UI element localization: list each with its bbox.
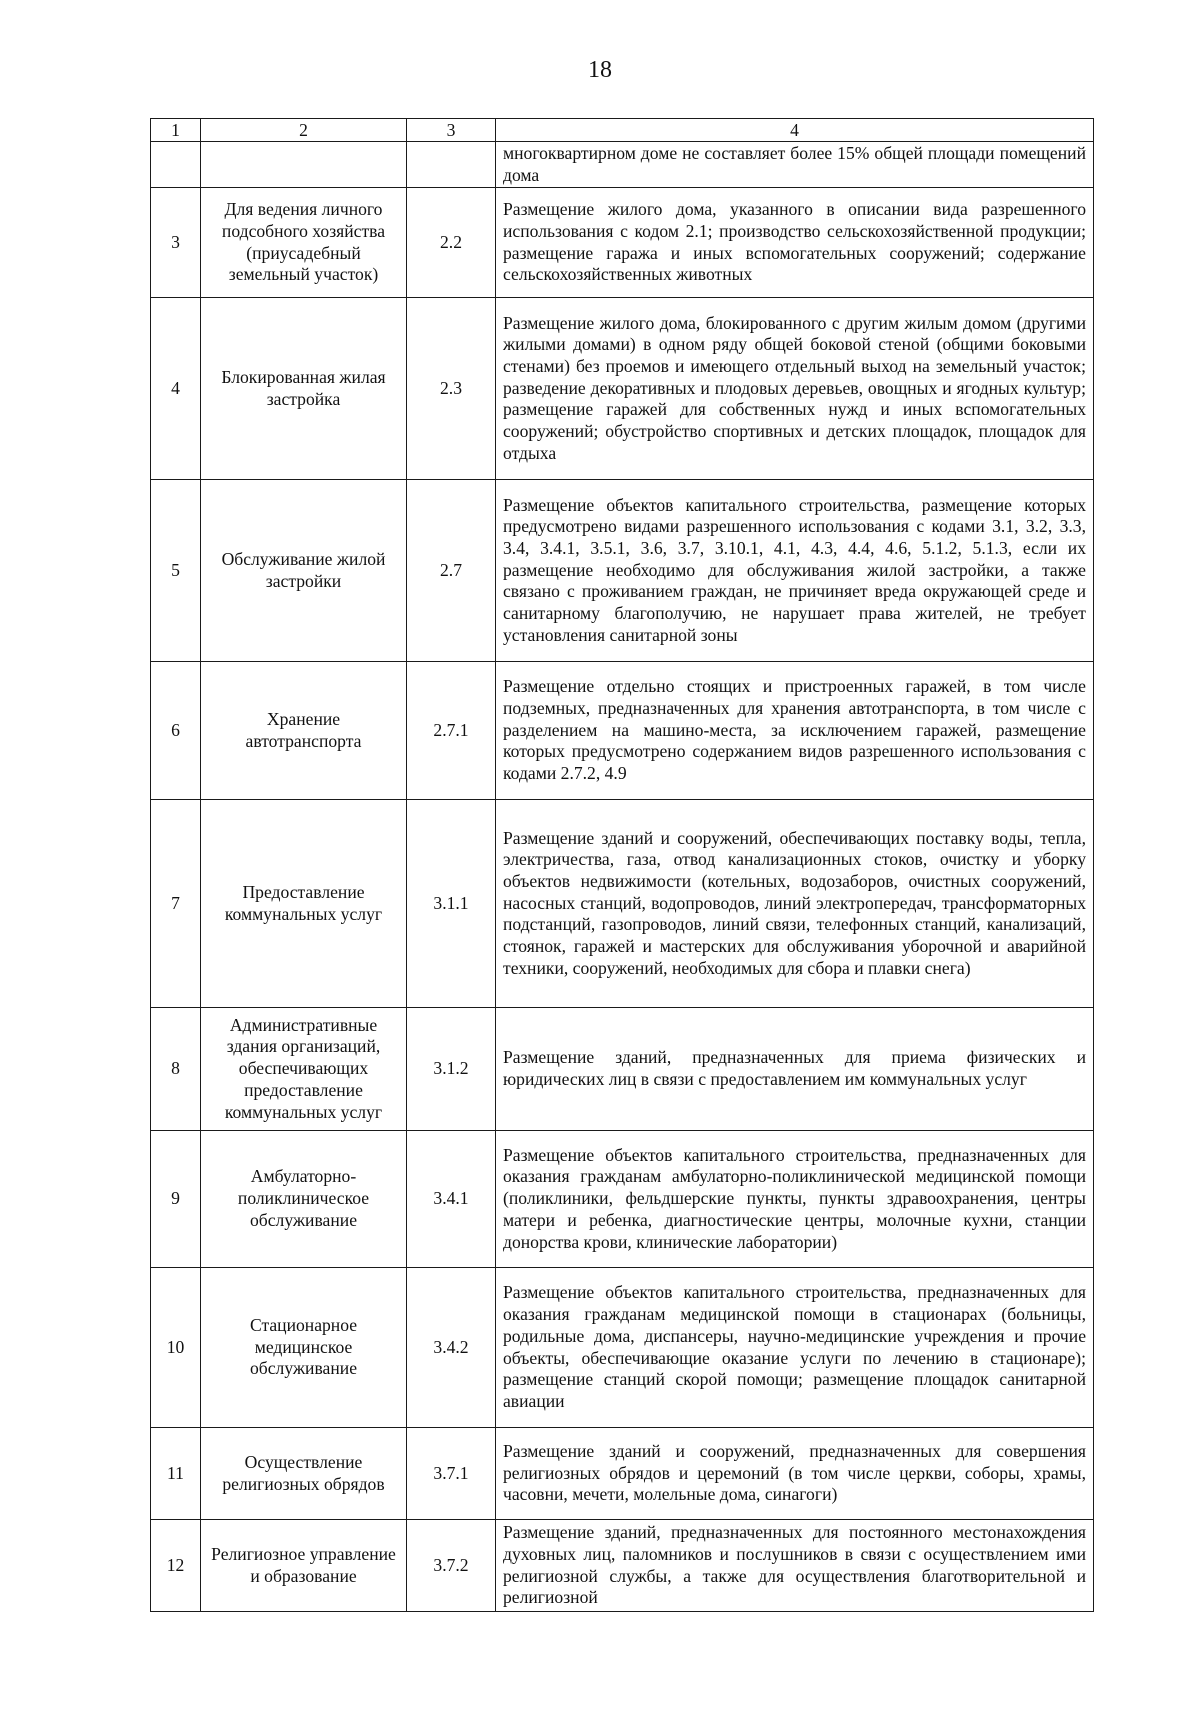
use-type-code: 2.7 bbox=[407, 480, 496, 662]
use-type-name: Обслуживание жилой застройки bbox=[201, 480, 407, 662]
table-row bbox=[151, 298, 1094, 480]
row-number: 9 bbox=[151, 1131, 201, 1268]
use-type-code: 2.3 bbox=[407, 298, 496, 480]
use-type-name: Административные здания организаций, обеспечивающих предоставление коммунальных услуг bbox=[201, 1008, 407, 1131]
use-type-description: Размещение объектов капитального строительства, размещение которых предусмотрено видами разрешенного использования с кодами 3.1, 3.2, 3.3, 3.4, 3.4.1, 3.5.1, 3.6, 3.7, 3.10.1, 4.1, 4.3, 4.4, 4.6, 5.1.2, 5.1.3, если их размещение необходимо для обслуживания жилой застройки, а также связано с проживанием граждан, не причиняет вреда окружающей среде и санитарному благополучию, не нарушает права жителей, не требует установления санитарной зоны bbox=[496, 480, 1094, 662]
table-row bbox=[151, 1428, 1094, 1520]
header-col-1: 1 bbox=[151, 119, 201, 142]
row-number: 10 bbox=[151, 1268, 201, 1428]
row-number: 5 bbox=[151, 480, 201, 662]
use-type-name: Блокированная жилая застройка bbox=[201, 298, 407, 480]
use-type-code: 3.4.1 bbox=[407, 1131, 496, 1268]
use-type-description: Размещение жилого дома, блокированного с другим жилым домом (другими жилыми домами) в одном ряду общей боковой стеной (общими боковыми стенами) без проемов и имеющего отдельный выход на земельный участок; разведение декоративных и плодовых деревьев, овощных и ягодных культур; размещение гаражей для собственных нужд и иных вспомогательных сооружений; обустройство спортивных и детских площадок, площадок для отдыха bbox=[496, 298, 1094, 480]
use-type-description: Размещение зданий, предназначенных для приема физических и юридических лиц в связи с предоставлением им коммунальных услуг bbox=[496, 1008, 1094, 1131]
table-header-row bbox=[151, 119, 1094, 142]
page-number: 18 bbox=[588, 57, 612, 83]
use-type-code bbox=[407, 142, 496, 188]
row-number: 6 bbox=[151, 662, 201, 800]
use-type-description: Размещение зданий и сооружений, обеспечивающих поставку воды, тепла, электричества, газа, отвод канализационных стоков, очистку и уборку объектов недвижимости (котельных, водозаборов, очистных сооружений, насосных станций, водопроводов, линий электропередач, трансформаторных подстанций, газопроводов, линий связи, телефонных станций, канализаций, стоянок, гаражей и мастерских для обслуживания уборочной и аварийной техники, сооружений, необходимых для сбора и плавки снега) bbox=[496, 800, 1094, 1008]
table-row bbox=[151, 662, 1094, 800]
use-type-code: 3.4.2 bbox=[407, 1268, 496, 1428]
header-col-3: 3 bbox=[407, 119, 496, 142]
table-row bbox=[151, 480, 1094, 662]
header-col-4: 4 bbox=[496, 119, 1094, 142]
row-number bbox=[151, 142, 201, 188]
row-number: 8 bbox=[151, 1008, 201, 1131]
use-type-description: Размещение зданий и сооружений, предназначенных для совершения религиозных обрядов и церемоний (в том числе церкви, соборы, храмы, часовни, мечети, молельные дома, синагоги) bbox=[496, 1428, 1094, 1520]
table-row bbox=[151, 1520, 1094, 1612]
use-type-description: Размещение зданий, предназначенных для постоянного местонахождения духовных лиц, паломников и послушников в связи с осуществлением ими религиозной службы, а также для осуществления благотворительной и религиозной bbox=[496, 1520, 1094, 1612]
row-number: 12 bbox=[151, 1520, 201, 1612]
use-type-name: Хранение автотранспорта bbox=[201, 662, 407, 800]
use-type-code: 2.2 bbox=[407, 188, 496, 298]
use-type-code: 3.1.2 bbox=[407, 1008, 496, 1131]
use-type-code: 2.7.1 bbox=[407, 662, 496, 800]
use-type-description: Размещение объектов капитального строительства, предназначенных для оказания гражданам медицинской помощи в стационарах (больницы, родильные дома, диспансеры, научно-медицинские учреждения и прочие объекты, обеспечивающие оказание услуги по лечению в стационаре); размещение станций скорой помощи; размещение площадок санитарной авиации bbox=[496, 1268, 1094, 1428]
use-type-name: Предоставление коммунальных услуг bbox=[201, 800, 407, 1008]
use-type-code: 3.1.1 bbox=[407, 800, 496, 1008]
use-type-name: Амбулаторно-поликлиническое обслуживание bbox=[201, 1131, 407, 1268]
use-type-code: 3.7.1 bbox=[407, 1428, 496, 1520]
use-type-description: Размещение объектов капитального строительства, предназначенных для оказания гражданам амбулаторно-поликлинической медицинской помощи (поликлиники, фельдшерские пункты, пункты здравоохранения, центры матери и ребенка, диагностические центры, молочные кухни, станции донорства крови, клинические лаборатории) bbox=[496, 1131, 1094, 1268]
use-type-description: Размещение отдельно стоящих и пристроенных гаражей, в том числе подземных, предназначенных для хранения автотранспорта, в том числе с разделением на машино-места, за исключением гаражей, размещение которых предусмотрено содержанием видов разрешенного использования с кодами 2.7.2, 4.9 bbox=[496, 662, 1094, 800]
row-number: 4 bbox=[151, 298, 201, 480]
land-use-table bbox=[150, 118, 1094, 1612]
table-row bbox=[151, 188, 1094, 298]
row-number: 7 bbox=[151, 800, 201, 1008]
use-type-name: Осуществление религиозных обрядов bbox=[201, 1428, 407, 1520]
header-col-2: 2 bbox=[201, 119, 407, 142]
table-row bbox=[151, 1008, 1094, 1131]
table-row bbox=[151, 1268, 1094, 1428]
use-type-description: многоквартирном доме не составляет более 15% общей площади помещений дома bbox=[496, 142, 1094, 188]
row-number: 3 bbox=[151, 188, 201, 298]
use-type-name: Для ведения личного подсобного хозяйства (приусадебный земельный участок) bbox=[201, 188, 407, 298]
use-type-name: Религиозное управление и образование bbox=[201, 1520, 407, 1612]
use-type-description: Размещение жилого дома, указанного в описании вида разрешенного использования с кодом 2.1; производство сельскохозяйственной продукции; размещение гаража и иных вспомогательных сооружений; содержание сельскохозяйственных животных bbox=[496, 188, 1094, 298]
table-row bbox=[151, 142, 1094, 188]
table-row bbox=[151, 1131, 1094, 1268]
row-number: 11 bbox=[151, 1428, 201, 1520]
use-type-name bbox=[201, 142, 407, 188]
use-type-name: Стационарное медицинское обслуживание bbox=[201, 1268, 407, 1428]
use-type-code: 3.7.2 bbox=[407, 1520, 496, 1612]
table-row bbox=[151, 800, 1094, 1008]
